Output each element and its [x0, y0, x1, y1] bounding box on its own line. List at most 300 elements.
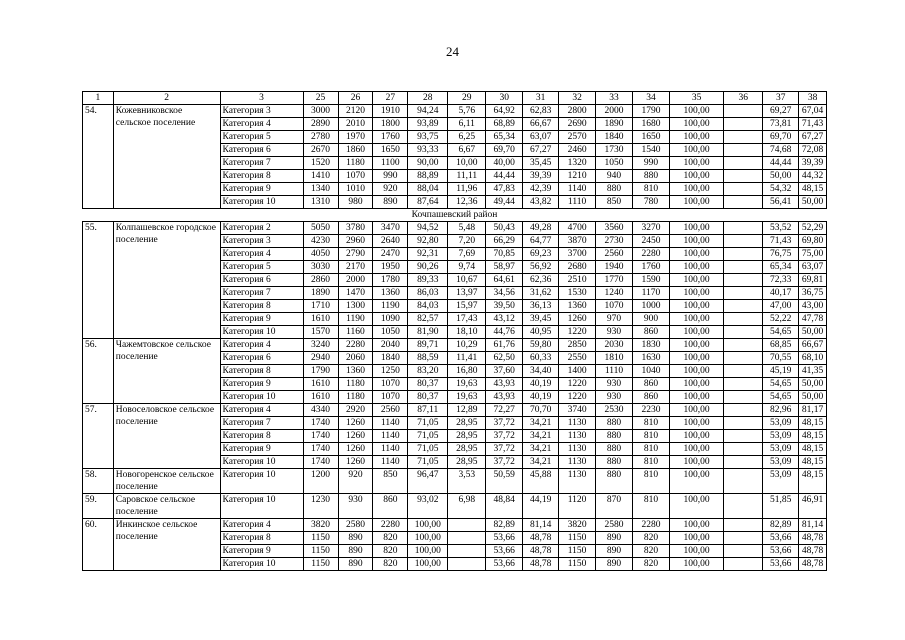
value-cell: 930 [596, 326, 633, 339]
value-cell: 44,32 [799, 170, 827, 183]
value-cell: 58,97 [486, 261, 523, 274]
category-cell: Категория 4 [220, 339, 303, 352]
value-cell: 1760 [632, 261, 669, 274]
value-cell: 2010 [338, 118, 373, 131]
value-cell: 13,97 [448, 287, 486, 300]
value-cell: 89,71 [408, 339, 448, 352]
value-cell: 930 [596, 378, 633, 391]
value-cell: 10,00 [448, 157, 486, 170]
category-cell: Категория 4 [220, 404, 303, 417]
value-cell: 890 [373, 196, 408, 209]
value-cell: 880 [596, 469, 633, 494]
value-cell: 64,77 [523, 235, 559, 248]
value-cell: 65,34 [763, 261, 799, 274]
category-cell: Категория 9 [220, 183, 303, 196]
value-cell: 6,67 [448, 144, 486, 157]
value-cell: 1610 [303, 313, 338, 326]
value-cell: 100,00 [408, 519, 448, 532]
value-cell: 82,57 [408, 313, 448, 326]
value-cell: 1260 [559, 313, 596, 326]
value-cell: 34,21 [523, 443, 559, 456]
value-cell: 1740 [303, 456, 338, 469]
value-cell: 1010 [338, 183, 373, 196]
value-cell: 50,00 [799, 326, 827, 339]
value-cell: 2030 [596, 339, 633, 352]
value-cell: 71,05 [408, 443, 448, 456]
value-cell: 2230 [632, 404, 669, 417]
value-cell: 1830 [632, 339, 669, 352]
value-cell: 71,43 [763, 235, 799, 248]
value-cell [724, 352, 763, 365]
value-cell: 100,00 [669, 274, 723, 287]
column-header: 2 [113, 92, 220, 105]
value-cell: 3270 [632, 222, 669, 235]
value-cell: 5,48 [448, 222, 486, 235]
category-cell: Категория 10 [220, 494, 303, 519]
value-cell: 9,74 [448, 261, 486, 274]
value-cell: 890 [596, 558, 633, 571]
value-cell: 820 [632, 532, 669, 545]
value-cell: 4050 [303, 248, 338, 261]
value-cell: 88,04 [408, 183, 448, 196]
value-cell: 920 [373, 183, 408, 196]
value-cell: 1220 [559, 391, 596, 404]
value-cell: 100,00 [669, 494, 723, 519]
value-cell: 37,72 [486, 443, 523, 456]
value-cell: 100,00 [669, 404, 723, 417]
value-cell: 100,00 [669, 352, 723, 365]
value-cell: 1140 [559, 183, 596, 196]
value-cell: 1410 [303, 170, 338, 183]
value-cell: 50,43 [486, 222, 523, 235]
value-cell: 48,15 [799, 430, 827, 443]
value-cell: 1740 [303, 430, 338, 443]
value-cell [448, 545, 486, 558]
value-cell: 72,08 [799, 144, 827, 157]
value-cell: 37,60 [486, 365, 523, 378]
value-cell: 990 [632, 157, 669, 170]
value-cell: 12,36 [448, 196, 486, 209]
value-cell: 50,00 [763, 170, 799, 183]
value-cell: 1950 [373, 261, 408, 274]
value-cell: 1680 [632, 118, 669, 131]
category-cell: Категория 9 [220, 545, 303, 558]
value-cell: 92,31 [408, 248, 448, 261]
value-cell: 2280 [632, 248, 669, 261]
value-cell: 53,66 [486, 558, 523, 571]
value-cell: 70,85 [486, 248, 523, 261]
value-cell: 82,89 [486, 519, 523, 532]
value-cell: 1170 [632, 287, 669, 300]
value-cell: 870 [596, 494, 633, 519]
settlement-name: Инкинское сельское поселение [113, 519, 220, 571]
value-cell: 1590 [632, 274, 669, 287]
value-cell: 820 [632, 558, 669, 571]
value-cell [724, 157, 763, 170]
value-cell: 1940 [596, 261, 633, 274]
value-cell: 1360 [373, 287, 408, 300]
value-cell: 40,17 [763, 287, 799, 300]
value-cell: 69,70 [486, 144, 523, 157]
value-cell: 810 [632, 456, 669, 469]
value-cell: 1050 [596, 157, 633, 170]
value-cell: 62,36 [523, 274, 559, 287]
value-cell [724, 417, 763, 430]
value-cell [448, 558, 486, 571]
value-cell: 820 [373, 545, 408, 558]
value-cell: 2800 [559, 105, 596, 118]
value-cell: 1150 [303, 532, 338, 545]
table-row [83, 494, 827, 519]
value-cell: 56,41 [763, 196, 799, 209]
value-cell: 1260 [338, 456, 373, 469]
value-cell: 1110 [559, 196, 596, 209]
value-cell: 72,33 [763, 274, 799, 287]
value-cell: 43,00 [799, 300, 827, 313]
value-cell [724, 391, 763, 404]
row-number: 54. [83, 105, 114, 209]
value-cell: 940 [596, 170, 633, 183]
column-header: 28 [408, 92, 448, 105]
value-cell: 44,44 [763, 157, 799, 170]
value-cell: 48,78 [799, 545, 827, 558]
value-cell: 81,14 [523, 519, 559, 532]
value-cell: 40,19 [523, 378, 559, 391]
value-cell: 930 [596, 391, 633, 404]
value-cell: 2060 [338, 352, 373, 365]
value-cell: 83,20 [408, 365, 448, 378]
value-cell: 2510 [559, 274, 596, 287]
value-cell: 7,20 [448, 235, 486, 248]
value-cell: 100,00 [669, 326, 723, 339]
category-cell: Категория 10 [220, 469, 303, 494]
value-cell: 60,33 [523, 352, 559, 365]
value-cell [724, 131, 763, 144]
value-cell: 53,09 [763, 469, 799, 494]
value-cell: 2860 [303, 274, 338, 287]
value-cell: 69,70 [763, 131, 799, 144]
value-cell: 66,67 [523, 118, 559, 131]
value-cell: 3000 [303, 105, 338, 118]
value-cell: 5,76 [448, 105, 486, 118]
value-cell: 48,15 [799, 417, 827, 430]
value-cell: 900 [632, 313, 669, 326]
value-cell [724, 235, 763, 248]
value-cell: 11,41 [448, 352, 486, 365]
value-cell: 880 [596, 183, 633, 196]
value-cell: 69,23 [523, 248, 559, 261]
value-cell: 1910 [373, 105, 408, 118]
value-cell: 810 [632, 430, 669, 443]
value-cell: 1970 [338, 131, 373, 144]
value-cell: 50,59 [486, 469, 523, 494]
value-cell: 1230 [303, 494, 338, 519]
value-cell [724, 300, 763, 313]
value-cell: 1220 [559, 326, 596, 339]
category-cell: Категория 3 [220, 235, 303, 248]
value-cell: 37,72 [486, 430, 523, 443]
value-cell: 61,76 [486, 339, 523, 352]
value-cell: 48,15 [799, 183, 827, 196]
value-cell: 880 [632, 170, 669, 183]
value-cell: 1630 [632, 352, 669, 365]
value-cell: 3700 [559, 248, 596, 261]
value-cell: 34,21 [523, 417, 559, 430]
category-cell: Категория 10 [220, 391, 303, 404]
value-cell: 100,00 [669, 144, 723, 157]
value-cell: 7,69 [448, 248, 486, 261]
value-cell [448, 532, 486, 545]
value-cell: 6,11 [448, 118, 486, 131]
value-cell: 39,45 [523, 313, 559, 326]
value-cell: 1710 [303, 300, 338, 313]
value-cell: 1090 [373, 313, 408, 326]
category-cell: Категория 5 [220, 131, 303, 144]
value-cell: 100,00 [669, 545, 723, 558]
value-cell: 50,00 [799, 391, 827, 404]
value-cell: 3,53 [448, 469, 486, 494]
value-cell: 2670 [303, 144, 338, 157]
value-cell: 2920 [338, 404, 373, 417]
value-cell: 810 [632, 417, 669, 430]
value-cell: 930 [338, 494, 373, 519]
row-number: 60. [83, 519, 114, 571]
value-cell: 48,15 [799, 469, 827, 494]
value-cell: 11,96 [448, 183, 486, 196]
value-cell: 84,03 [408, 300, 448, 313]
value-cell: 67,27 [799, 131, 827, 144]
value-cell: 71,05 [408, 430, 448, 443]
value-cell [724, 183, 763, 196]
value-cell: 880 [596, 417, 633, 430]
value-cell: 63,07 [523, 131, 559, 144]
value-cell: 1860 [338, 144, 373, 157]
value-cell: 1650 [632, 131, 669, 144]
settlement-name: Кожевниковское сельское поселение [113, 105, 220, 209]
value-cell: 37,72 [486, 417, 523, 430]
value-cell: 1140 [373, 417, 408, 430]
value-cell: 1160 [338, 326, 373, 339]
value-cell: 48,78 [523, 532, 559, 545]
category-cell: Категория 4 [220, 248, 303, 261]
value-cell: 34,21 [523, 456, 559, 469]
column-header: 34 [632, 92, 669, 105]
value-cell: 3780 [338, 222, 373, 235]
value-cell: 1130 [559, 443, 596, 456]
value-cell: 48,84 [486, 494, 523, 519]
value-cell [724, 339, 763, 352]
category-cell: Категория 10 [220, 326, 303, 339]
category-cell: Категория 4 [220, 118, 303, 131]
value-cell: 1190 [373, 300, 408, 313]
value-cell: 71,05 [408, 456, 448, 469]
value-cell: 1110 [596, 365, 633, 378]
value-cell [724, 222, 763, 235]
value-cell: 96,47 [408, 469, 448, 494]
value-cell: 1180 [338, 378, 373, 391]
value-cell: 1000 [632, 300, 669, 313]
row-number: 55. [83, 222, 114, 339]
value-cell: 93,02 [408, 494, 448, 519]
value-cell: 3740 [559, 404, 596, 417]
value-cell: 100,00 [669, 456, 723, 469]
category-cell: Категория 6 [220, 274, 303, 287]
value-cell: 36,13 [523, 300, 559, 313]
value-cell: 1120 [559, 494, 596, 519]
column-header: 1 [83, 92, 114, 105]
value-cell: 860 [632, 378, 669, 391]
value-cell: 50,00 [799, 196, 827, 209]
category-cell: Категория 8 [220, 365, 303, 378]
value-cell: 920 [338, 469, 373, 494]
category-cell: Категория 2 [220, 222, 303, 235]
value-cell [724, 313, 763, 326]
value-cell: 880 [596, 430, 633, 443]
value-cell: 100,00 [669, 105, 723, 118]
value-cell: 48,15 [799, 456, 827, 469]
value-cell [724, 430, 763, 443]
value-cell: 1530 [559, 287, 596, 300]
value-cell: 100,00 [669, 248, 723, 261]
value-cell: 93,89 [408, 118, 448, 131]
value-cell: 1260 [338, 443, 373, 456]
value-cell: 1140 [373, 443, 408, 456]
value-cell: 28,95 [448, 417, 486, 430]
value-cell: 850 [596, 196, 633, 209]
value-cell: 81,90 [408, 326, 448, 339]
value-cell: 88,59 [408, 352, 448, 365]
value-cell: 100,00 [669, 235, 723, 248]
value-cell: 1050 [373, 326, 408, 339]
value-cell: 1070 [596, 300, 633, 313]
value-cell [724, 287, 763, 300]
value-cell [724, 378, 763, 391]
value-cell: 90,26 [408, 261, 448, 274]
value-cell: 2280 [373, 519, 408, 532]
category-cell: Категория 4 [220, 519, 303, 532]
value-cell: 100,00 [669, 519, 723, 532]
value-cell: 51,85 [763, 494, 799, 519]
value-cell: 2850 [559, 339, 596, 352]
value-cell: 68,85 [763, 339, 799, 352]
value-cell: 93,75 [408, 131, 448, 144]
value-cell: 54,65 [763, 378, 799, 391]
value-cell: 100,00 [669, 196, 723, 209]
value-cell: 40,95 [523, 326, 559, 339]
value-cell: 53,09 [763, 430, 799, 443]
value-cell: 64,92 [486, 105, 523, 118]
value-cell: 37,72 [486, 456, 523, 469]
value-cell: 36,75 [799, 287, 827, 300]
value-cell: 48,78 [523, 558, 559, 571]
value-cell: 72,27 [486, 404, 523, 417]
value-cell: 81,14 [799, 519, 827, 532]
value-cell: 50,00 [799, 378, 827, 391]
value-cell: 2000 [596, 105, 633, 118]
value-cell: 2890 [303, 118, 338, 131]
value-cell: 18,10 [448, 326, 486, 339]
value-cell: 2580 [596, 519, 633, 532]
value-cell: 89,33 [408, 274, 448, 287]
value-cell: 1130 [559, 417, 596, 430]
value-cell: 1220 [559, 378, 596, 391]
row-number: 58. [83, 469, 114, 494]
column-header: 36 [724, 92, 763, 105]
value-cell: 1840 [596, 131, 633, 144]
value-cell: 10,29 [448, 339, 486, 352]
value-cell: 53,09 [763, 417, 799, 430]
value-cell: 860 [373, 494, 408, 519]
value-cell: 1070 [373, 391, 408, 404]
value-cell: 53,66 [486, 532, 523, 545]
value-cell: 34,40 [523, 365, 559, 378]
value-cell: 3870 [559, 235, 596, 248]
value-cell: 100,00 [669, 261, 723, 274]
value-cell: 1190 [338, 313, 373, 326]
value-cell: 62,50 [486, 352, 523, 365]
value-cell: 820 [373, 558, 408, 571]
value-cell: 48,78 [799, 532, 827, 545]
value-cell [724, 469, 763, 494]
value-cell: 4230 [303, 235, 338, 248]
category-cell: Категория 9 [220, 443, 303, 456]
value-cell: 15,97 [448, 300, 486, 313]
column-header: 3 [220, 92, 303, 105]
value-cell: 1150 [559, 532, 596, 545]
value-cell: 93,33 [408, 144, 448, 157]
value-cell: 1760 [373, 131, 408, 144]
value-cell: 3470 [373, 222, 408, 235]
settlement-name: Саровское сельское поселение [113, 494, 220, 519]
value-cell: 35,45 [523, 157, 559, 170]
category-cell: Категория 5 [220, 261, 303, 274]
category-cell: Категория 9 [220, 313, 303, 326]
value-cell: 5050 [303, 222, 338, 235]
category-cell: Категория 10 [220, 558, 303, 571]
value-cell: 75,00 [799, 248, 827, 261]
value-cell: 40,19 [523, 391, 559, 404]
value-cell: 54,65 [763, 326, 799, 339]
value-cell: 64,61 [486, 274, 523, 287]
value-cell: 2560 [596, 248, 633, 261]
value-cell: 1360 [338, 365, 373, 378]
value-cell [724, 261, 763, 274]
value-cell: 1400 [559, 365, 596, 378]
column-header: 35 [669, 92, 723, 105]
value-cell: 2470 [373, 248, 408, 261]
value-cell: 3560 [596, 222, 633, 235]
value-cell: 1310 [303, 196, 338, 209]
value-cell: 17,43 [448, 313, 486, 326]
value-cell [724, 494, 763, 519]
value-cell: 100,00 [669, 313, 723, 326]
value-cell: 1070 [373, 378, 408, 391]
value-cell: 100,00 [669, 417, 723, 430]
value-cell: 47,78 [799, 313, 827, 326]
category-cell: Категория 6 [220, 144, 303, 157]
value-cell: 48,78 [523, 545, 559, 558]
category-cell: Категория 7 [220, 287, 303, 300]
value-cell: 28,95 [448, 430, 486, 443]
value-cell: 100,00 [669, 222, 723, 235]
value-cell: 34,21 [523, 430, 559, 443]
value-cell: 1140 [373, 430, 408, 443]
value-cell [724, 443, 763, 456]
value-cell: 1150 [559, 558, 596, 571]
table-row [83, 404, 827, 417]
value-cell: 1100 [373, 157, 408, 170]
value-cell: 1130 [559, 469, 596, 494]
